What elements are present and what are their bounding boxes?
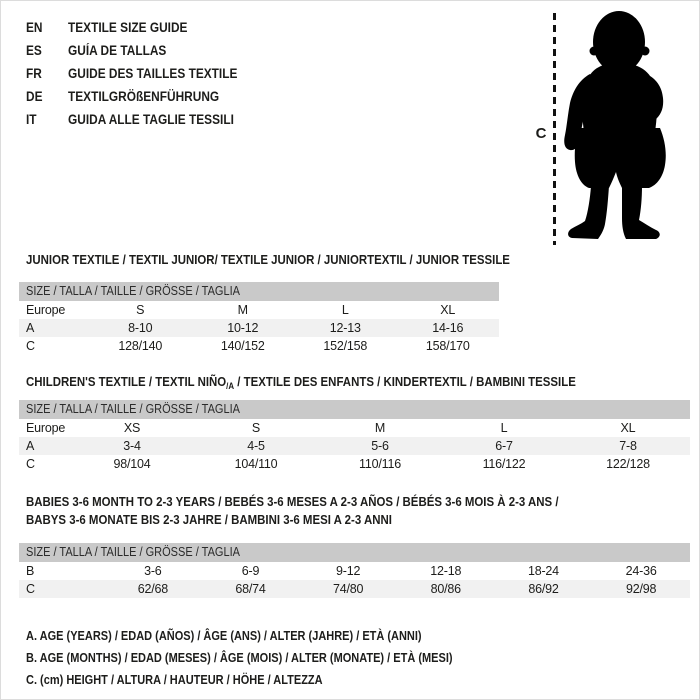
toddler-silhouette-icon [541, 4, 700, 252]
height-cell: 158/170 [425, 339, 470, 353]
junior-section-title: JUNIOR TEXTILE / TEXTIL JUNIOR/ TEXTILE JUNIOR / JUNIORTEXTIL / JUNIOR TESSILE [26, 252, 510, 267]
age-cell: 24-36 [625, 564, 657, 578]
babies-title-line1: BABIES 3-6 MONTH TO 2-3 YEARS / BEBÉS 3-6 MESES A 2-3 AÑOS / BÉBÉS 3-6 MOIS À 2-3 ANS / [26, 494, 559, 509]
height-cell: 74/80 [333, 582, 364, 596]
size-cell: S [251, 421, 261, 435]
row-label: B [26, 564, 35, 578]
legend-line-a: A. AGE (YEARS) / EDAD (AÑOS) / ÂGE (ANS) / ALTER (JAHRE) / ETÀ (ANNI) [26, 629, 422, 643]
height-measure-label: C [535, 125, 547, 142]
table-row [19, 437, 690, 455]
height-cell: 92/98 [626, 582, 657, 596]
age-cell: 3-4 [123, 439, 141, 453]
table-row [19, 337, 499, 355]
height-cell: 116/122 [482, 457, 526, 471]
lang-row-en [26, 16, 261, 39]
height-cell: 98/104 [113, 457, 151, 471]
age-cell: 12-18 [430, 564, 462, 578]
row-label: C [26, 457, 35, 471]
row-label: C [26, 339, 35, 353]
height-cell: 152/158 [323, 339, 368, 353]
age-cell: 6-7 [495, 439, 513, 453]
age-cell: 12-13 [329, 321, 361, 335]
height-cell: 128/140 [118, 339, 163, 353]
height-cell: 86/92 [528, 582, 559, 596]
size-cell: L [341, 303, 349, 317]
table-row [19, 301, 499, 319]
lang-title: GUIDA ALLE TAGLIE TESSILI [68, 112, 234, 127]
age-cell: 4-5 [247, 439, 265, 453]
height-cell: 110/116 [359, 457, 401, 471]
height-cell: 122/128 [606, 457, 650, 471]
table-row [19, 455, 690, 473]
lang-title: GUIDE DES TAILLES TEXTILE [68, 66, 238, 81]
size-cell: M [374, 421, 386, 435]
height-cell: 62/68 [137, 582, 168, 596]
table-row [19, 319, 499, 337]
age-cell: 10-12 [227, 321, 259, 335]
legend-line-c: C. (cm) HEIGHT / ALTURA / HAUTEUR / HÖHE / ALTEZZA [26, 673, 323, 687]
height-cell: 80/86 [430, 582, 461, 596]
lang-code: FR [26, 66, 42, 81]
size-cell: XL [620, 421, 636, 435]
legend-line-b: B. AGE (MONTHS) / EDAD (MESES) / ÂGE (MOIS) / ALTER (MONATE) / ETÀ (MESI) [26, 651, 453, 665]
lang-code: EN [26, 20, 43, 35]
children-section-title: CHILDREN'S TEXTILE / TEXTIL $NIÑO_{/A}$ / TEXTILE DES ENFANTS / KINDERTEXTIL / BAMBINI TESSILE [26, 374, 576, 391]
table-row [19, 580, 690, 598]
age-cell: 14-16 [432, 321, 464, 335]
height-cell: 140/152 [220, 339, 265, 353]
size-cell: L [500, 421, 508, 435]
size-cell: S [136, 303, 145, 317]
row-label: Europe [26, 303, 66, 317]
lang-title: GUÍA DE TALLAS [68, 43, 167, 58]
age-cell: 9-12 [336, 564, 361, 578]
height-cell: 68/74 [235, 582, 266, 596]
babies-title-line2: BABYS 3-6 MONATE BIS 2-3 JAHRE / BAMBINI 3-6 MESI A 2-3 ANNI [26, 512, 392, 527]
age-cell: 3-6 [144, 564, 162, 578]
row-label: Europe [26, 421, 66, 435]
lang-row-es [26, 39, 261, 62]
row-label: A [26, 439, 35, 453]
size-header-band: SIZE / TALLA / TAILLE / GRÖSSE / TAGLIA [19, 282, 499, 301]
age-cell: 5-6 [371, 439, 389, 453]
age-cell: 7-8 [619, 439, 637, 453]
lang-row-it [26, 108, 261, 131]
subscript: /A [226, 381, 235, 391]
lang-code: IT [26, 112, 37, 127]
size-cell: XS [123, 421, 141, 435]
table-row [19, 419, 690, 437]
babies-section-title [26, 493, 559, 529]
age-cell: 6-9 [241, 564, 260, 578]
lang-title: TEXTILGRÖßENFÜHRUNG [68, 89, 220, 104]
lang-row-de [26, 85, 261, 108]
age-cell: 18-24 [527, 564, 559, 578]
legend-notes [26, 625, 453, 691]
size-cell: M [237, 303, 248, 317]
row-label: C [26, 582, 35, 596]
row-label: A [26, 321, 35, 335]
language-title-block [26, 16, 261, 131]
size-cell: XL [440, 303, 456, 317]
lang-row-fr [26, 62, 261, 85]
age-cell: 8-10 [128, 321, 153, 335]
lang-code: ES [26, 43, 42, 58]
children-size-table [19, 400, 690, 473]
junior-size-table [19, 282, 499, 355]
size-header-band: SIZE / TALLA / TAILLE / GRÖSSE / TAGLIA [19, 400, 690, 419]
lang-code: DE [26, 89, 43, 104]
table-row [19, 562, 690, 580]
babies-size-table [19, 543, 690, 598]
height-cell: 104/110 [234, 457, 278, 471]
size-header-band: SIZE / TALLA / TAILLE / GRÖSSE / TAGLIA [19, 543, 690, 562]
lang-title: TEXTILE SIZE GUIDE [68, 20, 188, 35]
